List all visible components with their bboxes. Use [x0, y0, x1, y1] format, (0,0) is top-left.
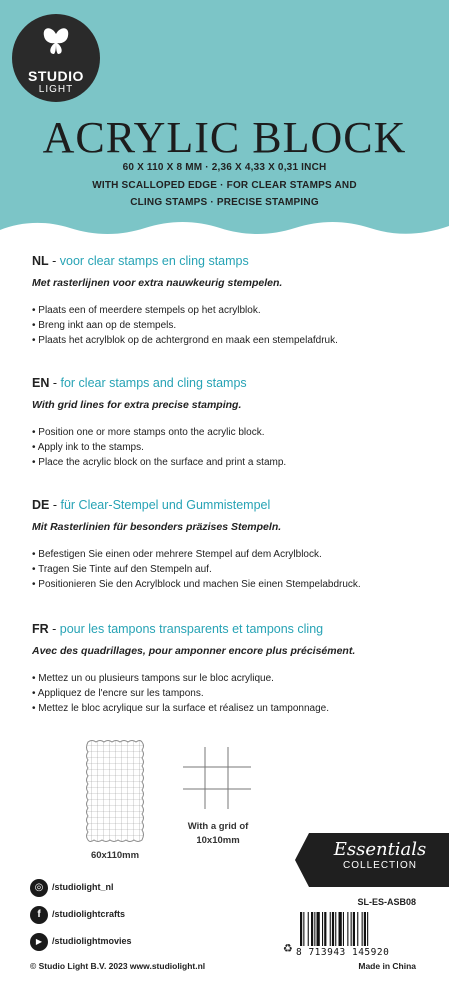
- section-heading: NL - voor clear stamps en cling stamps: [32, 254, 249, 268]
- brand-line-2: LIGHT: [38, 84, 74, 95]
- barcode-bar: [347, 912, 348, 946]
- barcode-bar: [351, 912, 352, 946]
- list-item: • Mettez le bloc acrylique sur la surface et réalisez un tamponnage.: [32, 703, 329, 714]
- barcode-bar: [362, 912, 363, 946]
- header-banner: [0, 0, 449, 240]
- made-in-label: Made in China: [358, 961, 416, 971]
- block-size-caption: 60x110mm: [90, 850, 140, 861]
- section-heading: DE - für Clear-Stempel und Gummistempel: [32, 498, 271, 512]
- recycle-icon: ♻: [283, 943, 293, 955]
- facebook-handle[interactable]: f /studiolightcrafts: [30, 905, 125, 925]
- list-item: • Appliquez de l'encre sur les tampons.: [32, 688, 204, 699]
- barcode-bar: [317, 912, 320, 946]
- section-en: [32, 376, 432, 470]
- barcode-bar: [314, 912, 315, 946]
- barcode-bar: [324, 912, 326, 946]
- butterfly-icon: [42, 26, 70, 60]
- barcode-bar: [308, 912, 309, 946]
- section-subtitle: Avec des quadrillages, pour amponner encore plus précisément.: [32, 645, 356, 657]
- section-tagline: for clear stamps and cling stamps: [60, 376, 247, 390]
- barcode-bar: [330, 912, 331, 946]
- section-nl: [32, 254, 432, 348]
- list-item: • Place the acrylic block on the surface and print a stamp.: [32, 457, 287, 468]
- section-tagline: pour les tampons transparents et tampons cling: [59, 622, 324, 636]
- list-item: • Position one or more stamps onto the acrylic block.: [32, 427, 265, 438]
- list-item: • Apply ink to the stamps.: [32, 442, 144, 453]
- barcode-bar: [343, 912, 344, 946]
- barcode-bar: [357, 912, 358, 946]
- section-fr: [32, 622, 432, 716]
- barcode-bar: [339, 912, 342, 946]
- barcode-bar: [335, 912, 336, 946]
- grid-size-caption: With a grid of 10x10mm: [187, 821, 249, 846]
- section-subtitle: Mit Rasterlinien für besonders präzises Stempeln.: [32, 521, 282, 533]
- instruction-list: [32, 547, 432, 592]
- list-item: • Tragen Sie Tinte auf den Stempeln auf.: [32, 564, 212, 575]
- section-heading: FR - pour les tampons transparents et tampons cling: [32, 622, 324, 636]
- language-code: FR: [32, 622, 49, 636]
- language-code: EN: [32, 376, 50, 390]
- list-item: • Plaats het acrylblok op de achtergrond en maak een stempelafdruk.: [32, 335, 338, 346]
- list-item: • Befestigen Sie einen oder mehrere Stempel auf dem Acrylblock.: [32, 549, 322, 560]
- list-item: • Positionieren Sie den Acrylblock und machen Sie einen Stempelabdruck.: [32, 579, 361, 590]
- instagram-handle[interactable]: ◎ /studiolight_nl: [30, 878, 114, 898]
- product-title: ACRYLIC BLOCK: [42, 113, 407, 162]
- youtube-icon: ▶: [30, 933, 48, 951]
- list-item: • Mettez un ou plusieurs tampons sur le bloc acrylique.: [32, 673, 274, 684]
- list-item: • Plaats een of meerdere stempels op het acrylblok.: [32, 305, 261, 316]
- barcode-bar: [353, 912, 355, 946]
- section-de: [32, 498, 432, 592]
- section-heading: EN - for clear stamps and cling stamps: [32, 376, 247, 390]
- product-spec-features-1: WITH SCALLOPED EDGE · FOR CLEAR STAMPS AND: [92, 180, 357, 191]
- barcode-number: 8 713943 145920: [296, 947, 390, 958]
- product-spec-features-2: CLING STAMPS · PRECISE STAMPING: [130, 197, 319, 208]
- youtube-handle[interactable]: ▶ /studiolightmovies: [30, 932, 132, 952]
- barcode-bar: [332, 912, 334, 946]
- studio-light-logo: [12, 14, 100, 102]
- section-tagline: für Clear-Stempel und Gummistempel: [60, 498, 271, 512]
- barcode-bar: [364, 912, 366, 946]
- collection-label: Essentials COLLECTION: [333, 839, 427, 871]
- list-item: • Breng inkt aan op de stempels.: [32, 320, 177, 331]
- barcode: [298, 912, 420, 946]
- acrylic-block-grid-diagram: [85, 739, 145, 843]
- instruction-list: [32, 425, 432, 470]
- barcode-bar: [303, 912, 304, 946]
- barcode-bar: [322, 912, 323, 946]
- section-tagline: voor clear stamps en cling stamps: [59, 254, 249, 268]
- section-subtitle: Met rasterlijnen voor extra nauwkeurig stempelen.: [32, 277, 283, 289]
- barcode-bar: [300, 912, 302, 946]
- instagram-icon: ◎: [30, 879, 48, 897]
- barcode-bar: [367, 912, 368, 946]
- section-subtitle: With grid lines for extra precise stamping.: [32, 399, 242, 411]
- grid-detail-diagram: [183, 747, 251, 809]
- product-spec-dimensions: 60 X 110 X 8 MM · 2,36 X 4,33 X 0,31 INCH: [122, 162, 327, 173]
- barcode-bar: [311, 912, 313, 946]
- instruction-list: [32, 671, 432, 716]
- brand-line-1: STUDIO: [28, 68, 84, 84]
- facebook-icon: f: [30, 906, 48, 924]
- language-code: DE: [32, 498, 50, 512]
- copyright-notice: © Studio Light B.V. 2023 www.studiolight.nl: [30, 961, 206, 971]
- product-sku: SL-ES-ASB08: [357, 897, 416, 907]
- instruction-list: [32, 303, 432, 348]
- language-code: NL: [32, 254, 49, 268]
